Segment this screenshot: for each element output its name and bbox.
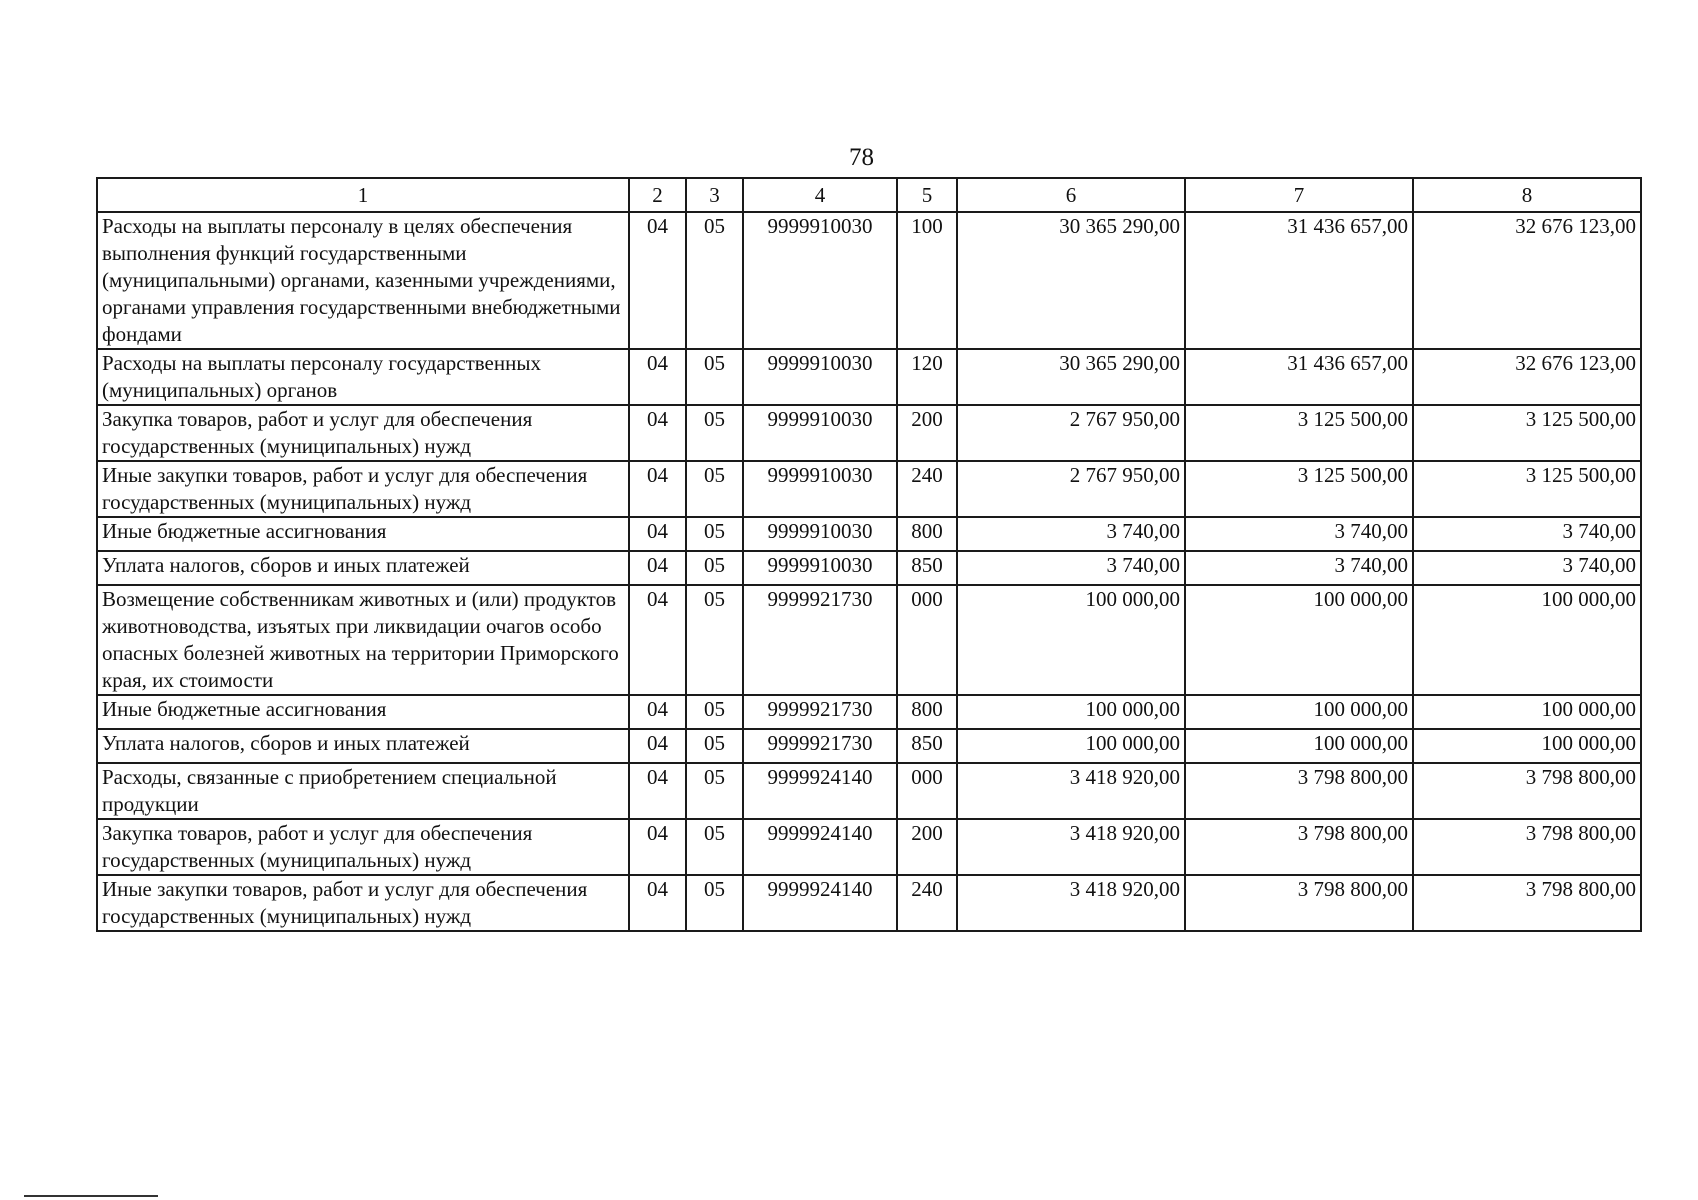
footer-divider <box>24 1195 158 1197</box>
amount-col6: 3 418 920,00 <box>957 763 1185 819</box>
amount-col7: 3 125 500,00 <box>1185 461 1413 517</box>
table-row <box>97 729 1641 763</box>
column-header: 5 <box>897 178 957 212</box>
row-name: Иные закупки товаров, работ и услуг для обеспечения государственных (муниципальных) нужд <box>97 461 629 517</box>
subsection-code: 05 <box>686 517 743 551</box>
row-name: Уплата налогов, сборов и иных платежей <box>97 551 629 585</box>
expense-type-code: 000 <box>897 585 957 695</box>
target-article-code: 9999910030 <box>743 461 897 517</box>
amount-col7: 100 000,00 <box>1185 585 1413 695</box>
amount-col7: 31 436 657,00 <box>1185 349 1413 405</box>
column-header: 8 <box>1413 178 1641 212</box>
amount-col7: 3 740,00 <box>1185 517 1413 551</box>
table-row <box>97 349 1641 405</box>
expense-type-code: 120 <box>897 349 957 405</box>
expense-type-code: 800 <box>897 517 957 551</box>
subsection-code: 05 <box>686 585 743 695</box>
table-row <box>97 875 1641 931</box>
expense-type-code: 850 <box>897 729 957 763</box>
section-code: 04 <box>629 695 686 729</box>
subsection-code: 05 <box>686 461 743 517</box>
amount-col8: 3 798 800,00 <box>1413 763 1641 819</box>
subsection-code: 05 <box>686 763 743 819</box>
amount-col6: 30 365 290,00 <box>957 349 1185 405</box>
table-row <box>97 585 1641 695</box>
amount-col7: 31 436 657,00 <box>1185 212 1413 349</box>
section-code: 04 <box>629 517 686 551</box>
amount-col6: 2 767 950,00 <box>957 461 1185 517</box>
row-name: Расходы, связанные с приобретением специальной продукции <box>97 763 629 819</box>
table-row <box>97 461 1641 517</box>
subsection-code: 05 <box>686 551 743 585</box>
subsection-code: 05 <box>686 405 743 461</box>
expense-type-code: 200 <box>897 405 957 461</box>
row-name: Возмещение собственникам животных и (или) продуктов животноводства, изъятых при ликвидации очагов особо опасных болезней животных на территории Приморского края, их стоимости <box>97 585 629 695</box>
amount-col7: 3 798 800,00 <box>1185 763 1413 819</box>
amount-col6: 3 740,00 <box>957 517 1185 551</box>
target-article-code: 9999924140 <box>743 763 897 819</box>
table-row <box>97 695 1641 729</box>
target-article-code: 9999921730 <box>743 729 897 763</box>
budget-table <box>96 177 1642 932</box>
page-number: 78 <box>849 144 874 171</box>
section-code: 04 <box>629 819 686 875</box>
amount-col7: 100 000,00 <box>1185 695 1413 729</box>
amount-col8: 3 798 800,00 <box>1413 875 1641 931</box>
section-code: 04 <box>629 729 686 763</box>
column-header: 7 <box>1185 178 1413 212</box>
target-article-code: 9999910030 <box>743 349 897 405</box>
expense-type-code: 800 <box>897 695 957 729</box>
target-article-code: 9999921730 <box>743 585 897 695</box>
amount-col8: 100 000,00 <box>1413 695 1641 729</box>
section-code: 04 <box>629 212 686 349</box>
amount-col6: 100 000,00 <box>957 585 1185 695</box>
row-name: Иные бюджетные ассигнования <box>97 695 629 729</box>
table-row <box>97 212 1641 349</box>
header-row <box>97 178 1641 212</box>
amount-col7: 3 798 800,00 <box>1185 875 1413 931</box>
expense-type-code: 000 <box>897 763 957 819</box>
target-article-code: 9999910030 <box>743 517 897 551</box>
amount-col8: 32 676 123,00 <box>1413 349 1641 405</box>
subsection-code: 05 <box>686 875 743 931</box>
amount-col8: 3 798 800,00 <box>1413 819 1641 875</box>
table-row <box>97 819 1641 875</box>
subsection-code: 05 <box>686 695 743 729</box>
amount-col8: 32 676 123,00 <box>1413 212 1641 349</box>
amount-col7: 100 000,00 <box>1185 729 1413 763</box>
amount-col8: 100 000,00 <box>1413 585 1641 695</box>
column-header: 6 <box>957 178 1185 212</box>
row-name: Иные закупки товаров, работ и услуг для обеспечения государственных (муниципальных) нужд <box>97 875 629 931</box>
table-row <box>97 763 1641 819</box>
section-code: 04 <box>629 585 686 695</box>
amount-col6: 100 000,00 <box>957 729 1185 763</box>
section-code: 04 <box>629 405 686 461</box>
subsection-code: 05 <box>686 349 743 405</box>
section-code: 04 <box>629 461 686 517</box>
row-name: Закупка товаров, работ и услуг для обеспечения государственных (муниципальных) нужд <box>97 405 629 461</box>
table-row <box>97 405 1641 461</box>
amount-col8: 3 125 500,00 <box>1413 405 1641 461</box>
expense-type-code: 240 <box>897 461 957 517</box>
subsection-code: 05 <box>686 819 743 875</box>
amount-col8: 3 740,00 <box>1413 551 1641 585</box>
amount-col7: 3 798 800,00 <box>1185 819 1413 875</box>
amount-col6: 2 767 950,00 <box>957 405 1185 461</box>
target-article-code: 9999924140 <box>743 819 897 875</box>
expense-type-code: 850 <box>897 551 957 585</box>
expense-type-code: 240 <box>897 875 957 931</box>
amount-col7: 3 740,00 <box>1185 551 1413 585</box>
table-row <box>97 551 1641 585</box>
amount-col8: 100 000,00 <box>1413 729 1641 763</box>
expense-type-code: 200 <box>897 819 957 875</box>
amount-col7: 3 125 500,00 <box>1185 405 1413 461</box>
amount-col6: 30 365 290,00 <box>957 212 1185 349</box>
column-header: 3 <box>686 178 743 212</box>
target-article-code: 9999910030 <box>743 212 897 349</box>
section-code: 04 <box>629 349 686 405</box>
amount-col8: 3 740,00 <box>1413 517 1641 551</box>
column-header: 1 <box>97 178 629 212</box>
amount-col6: 3 418 920,00 <box>957 819 1185 875</box>
amount-col6: 3 418 920,00 <box>957 875 1185 931</box>
row-name: Расходы на выплаты персоналу государственных (муниципальных) органов <box>97 349 629 405</box>
row-name: Расходы на выплаты персоналу в целях обеспечения выполнения функций государственными (муниципальными) органами, казенными учреждениями, органами управления государственными внебюджетными фондами <box>97 212 629 349</box>
expense-type-code: 100 <box>897 212 957 349</box>
subsection-code: 05 <box>686 729 743 763</box>
target-article-code: 9999921730 <box>743 695 897 729</box>
section-code: 04 <box>629 875 686 931</box>
column-header: 2 <box>629 178 686 212</box>
target-article-code: 9999924140 <box>743 875 897 931</box>
section-code: 04 <box>629 551 686 585</box>
row-name: Иные бюджетные ассигнования <box>97 517 629 551</box>
section-code: 04 <box>629 763 686 819</box>
amount-col6: 3 740,00 <box>957 551 1185 585</box>
column-header: 4 <box>743 178 897 212</box>
target-article-code: 9999910030 <box>743 551 897 585</box>
subsection-code: 05 <box>686 212 743 349</box>
amount-col8: 3 125 500,00 <box>1413 461 1641 517</box>
amount-col6: 100 000,00 <box>957 695 1185 729</box>
row-name: Уплата налогов, сборов и иных платежей <box>97 729 629 763</box>
row-name: Закупка товаров, работ и услуг для обеспечения государственных (муниципальных) нужд <box>97 819 629 875</box>
target-article-code: 9999910030 <box>743 405 897 461</box>
table-row <box>97 517 1641 551</box>
